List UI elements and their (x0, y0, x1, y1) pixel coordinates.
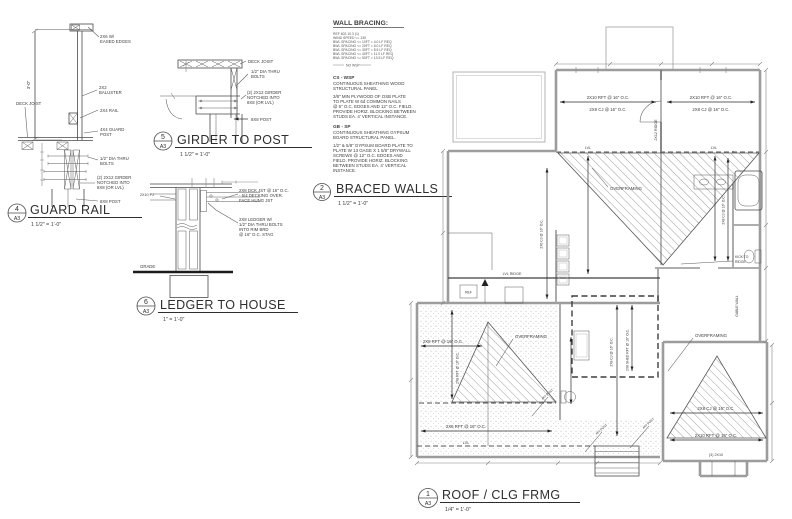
callout-sheet: A3 (424, 501, 432, 507)
gb-sp-note: PLATE W 13 GAGE X 1 5/8" DRYWALL (333, 148, 411, 153)
label-overframing-garage: OVERFRAMING (695, 333, 727, 338)
label-baluster: 2X2 (99, 85, 107, 90)
label-girder-3: 8X8 (OR LVL) (97, 185, 124, 190)
label-porch-rafters-lower: 2X8 RFT @ 16" O.C. (445, 424, 487, 429)
callout-sheet: A3 (159, 144, 167, 150)
detail-scale-roof: 1/4" = 1'-0" (445, 507, 471, 513)
code-line: REF 602.10.3 (1) (333, 32, 360, 36)
cs-wsp-note: STUDS EA. 4' VERTICAL INSTANCE. (333, 114, 408, 119)
label-rafters-right-room: 2X10 RFT @ 16" O.C. (689, 95, 733, 100)
detail-scale-ledger-to-house: 1" = 1'-0" (163, 317, 185, 323)
detail-title-ledger-to-house: LEDGER TO HOUSE (160, 298, 286, 312)
gb-sp-subtitle: CONTINUOUS SHEATHING GYPSUM (333, 130, 410, 135)
cs-wsp-note: @ 6" O.C. EDGES AND 12" O.C. FIELD. (333, 104, 413, 109)
floor-plan (409, 27, 774, 513)
label-thru-bolts-2: BOLTS (100, 161, 114, 166)
detail-scale-braced-walls: 1 1/2" = 1'-0" (338, 201, 369, 207)
code-line: BWL SPACING <= 30FT = 8.5 LF REQ (333, 48, 392, 52)
label-joists-left-room: 2X8 CJ @ 16" O.C. (589, 107, 627, 112)
detail-title-roof: ROOF / CLG FRMG (442, 488, 561, 502)
label-porch-rafters-upper: 2X8 RFT @ 16" O.C. (422, 339, 464, 344)
label-ledger-4: @ 16" O.C. STAG (239, 232, 274, 237)
overframing-garage (667, 356, 766, 438)
range (505, 287, 523, 303)
label-post: 8X8 POST (100, 199, 121, 204)
wall-bracing-title: WALL BRACING: (333, 20, 388, 27)
callout-number: 4 (15, 206, 19, 213)
label-deck-joist: DECK JOIST (16, 101, 42, 106)
code-line: BWL SPACING <= 40FT = 11.0 LF REQ (333, 52, 394, 56)
detail-callout-roof (419, 489, 438, 508)
label-porch-rafters-side: 2X8 RFT @ 16" O.C. (455, 352, 460, 384)
label-thru-bolts-2: BOLTS (251, 74, 265, 79)
label-deck-joist: DECK JOIST (248, 59, 274, 64)
label-shed-rafters: 2X8 SHED RFT @ 16" O.C. (625, 328, 630, 372)
cs-wsp-heading: CS - WSP (333, 75, 355, 80)
label-ledger: 2X8 LEDGER W/ (239, 217, 272, 222)
label-joists-center: 2X8 CJ @ 16" O.C. (609, 337, 614, 367)
label-rafters-garage: 2X10 RFT @ 16" O.C. (694, 433, 738, 438)
label-lvl-left: LVL (584, 146, 592, 150)
gb-sp-note: BETWEEN STUDS EA. 4' VERTICAL (333, 163, 407, 168)
detail-title-guard-rail: GUARD RAIL (30, 203, 111, 217)
detail-girder-to-post (154, 59, 312, 158)
label-guard-post-2: POST (100, 132, 112, 137)
callout-number: 2 (320, 185, 324, 192)
toilet-tank (561, 391, 566, 403)
chimney-outline (606, 27, 673, 70)
code-line: BWL SPACING <= 20FT = 6.0 LF REQ (333, 44, 392, 48)
kitchen-fixtures (460, 235, 569, 303)
label-floor-joist: 2X10 FJ (140, 193, 154, 197)
label-lvl-right: LVL (710, 146, 718, 150)
label-ledger-2: 1/2" DIA THRU BOLTS (239, 222, 283, 227)
detail-braced-walls (314, 182, 453, 207)
label-lvl-ridge: LVL RIDGE (502, 272, 522, 276)
code-line: BWL SPACING <= 50FT = 13.5 LF REQ (333, 56, 394, 60)
guardrail-height-dim: 3'-0" (26, 80, 31, 90)
label-post-4x4: 4X4 POST (540, 387, 555, 401)
callout-sheet: A3 (318, 195, 326, 201)
label-guard-post: 4X4 GUARD (100, 127, 125, 132)
detail-title-girder-to-post: GIRDER TO POST (177, 133, 290, 147)
label-deck-joist-3: FACE HUNG JST (239, 198, 273, 203)
code-line: BWL SPACING <= 10FT = 4.0 LF REQ (333, 40, 392, 44)
gb-sp-subtitle-2: BOARD STRUCTURAL PANEL. (333, 135, 396, 140)
upper-deck-outline (453, 72, 545, 142)
label-kick-to-ridge: KICK TO (735, 255, 749, 259)
label-kick-to-ridge-2: RIDGE (735, 260, 746, 264)
label-girder-3: 8X8 (OR LVL) (247, 100, 274, 105)
code-line: WIND SPEED <= 130 (333, 36, 366, 40)
gb-sp-note: 1/2" & 5/8" GYPSUM BOARD PLATE TO (333, 143, 413, 148)
label-joists-hall: 2X8 CJ @ 16" O.C. (721, 195, 726, 225)
gb-sp-note: INSTANCE. (333, 168, 357, 173)
detail-title-braced-walls: BRACED WALLS (336, 182, 439, 196)
detail-callout-girder-to-post (154, 132, 172, 150)
detail-callout-ledger-to-house (137, 297, 155, 315)
label-joists-kitchen: 2X6 CJ @ 16" O.C. (539, 219, 544, 249)
cs-wsp-subtitle-2: STRUCTURAL PANEL (333, 86, 378, 91)
gb-sp-note: FIELD. PROVIDE HORIZ. BLOCKING (333, 158, 408, 163)
callout-sheet: A3 (13, 216, 21, 222)
label-eased-edges-2: EASED EDGES (100, 39, 131, 44)
label-girder: (2) 2X12 GIRDER (97, 175, 132, 180)
label-rafters-left-room: 2X10 RFT @ 16" O.C. (586, 95, 630, 100)
callout-sheet: A3 (142, 309, 150, 315)
label-post: 8X8 POST (251, 117, 272, 122)
detail-ledger-to-house (133, 178, 298, 323)
label-lvl-bottom: LVL (462, 441, 470, 445)
label-ledger-3: INTO RIM BRD (239, 227, 269, 232)
label-girder: (2) 2X12 GIRDER (247, 90, 282, 95)
gb-sp-heading: GB - SP (333, 124, 351, 129)
label-grade: GRADE (140, 264, 156, 269)
label-overframing-top: OVERFRAMING (610, 186, 642, 191)
refrigerator-label: REF (465, 290, 472, 295)
detail-callout-braced-walls (314, 184, 331, 202)
label-thru-bolts: 1/2" DIA THRU (100, 156, 129, 161)
label-gable-wall: GABLE WALL (735, 295, 739, 317)
wall-bracing-notes (333, 20, 416, 173)
label-joists-garage: 2X8 CJ @ 16" O.C. (697, 406, 735, 411)
label-eased-edges: 2X6 W/ (100, 34, 115, 39)
label-thru-bolts: 1/2" DIA THRU (251, 69, 280, 74)
label-post-4x4: 4X4 POST (594, 422, 609, 436)
label-girder-2: NOTCHED INTO (247, 95, 280, 100)
label-ridge: 2X12 RIDGE (654, 119, 658, 141)
detail-callout-guard-rail (8, 204, 26, 222)
shear-panel-outline (572, 296, 658, 377)
code-separator: NO WSP (346, 63, 360, 68)
detail-scale-girder-to-post: 1 1/2" = 1'-0" (180, 152, 211, 158)
cs-wsp-note: PROVIDE HORIZ. BLOCKING BETWEEN (333, 109, 416, 114)
detail-guard-rail (8, 24, 142, 228)
gb-sp-note: SCREWS @ 12" O.C. EDGES AND (333, 153, 403, 158)
label-rail: 2X4 RAIL (100, 108, 119, 113)
label-baluster-2: BALUSTER (99, 90, 122, 95)
callout-number: 5 (161, 134, 165, 141)
label-triple-2x10: (3) 2X10 (708, 453, 724, 457)
callout-number: 1 (426, 491, 430, 498)
label-overframing-porch: OVERFRAMING (515, 334, 547, 339)
label-deck-joist: 2X8 DCK JST @ 16" O.C. (239, 188, 289, 193)
cs-wsp-note: 3/8" MIN PLYWOOD OF OSB PLATE (333, 94, 406, 99)
cs-wsp-subtitle: CONTINUOUS SHEATHING WOOD (333, 81, 405, 86)
label-joists-right-room: 2X8 CJ @ 16" O.C. (692, 107, 730, 112)
label-deck-joist-2: - 5/4 DECKING OVER. (239, 193, 283, 198)
detail-scale-guard-rail: 1 1/2" = 1'-0" (31, 222, 62, 228)
label-post-4x4: 4X4 POST (641, 416, 656, 430)
bathroom-fixtures-lower (561, 331, 589, 403)
cs-wsp-note: TO PLATE W 6d COMMON NAILS (333, 99, 401, 104)
callout-number: 6 (144, 299, 148, 306)
label-girder-2: NOTCHED INTO (97, 180, 130, 185)
